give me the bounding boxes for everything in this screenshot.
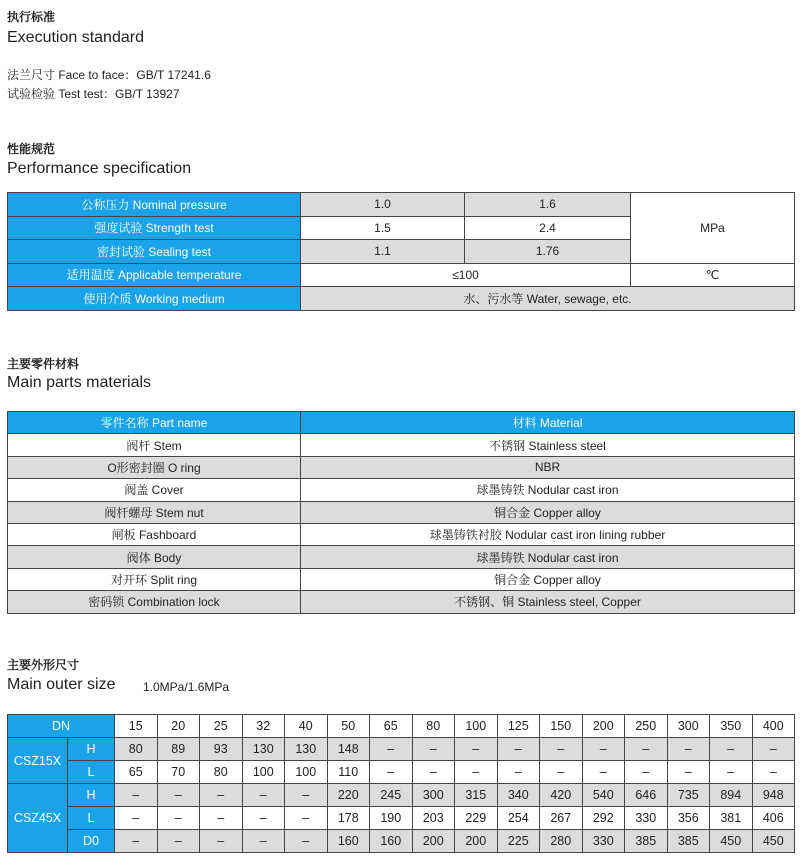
size-cell: – — [710, 761, 753, 784]
part-material: 球墨铸铁衬胶 Nodular cast iron lining rubber — [301, 523, 795, 545]
table-row — [8, 784, 795, 807]
size-row-key: L — [68, 807, 115, 830]
part-material: 不锈钢 Stainless steel — [301, 434, 795, 456]
parts-title-en: Main parts materials — [7, 374, 152, 391]
size-cell: – — [667, 738, 710, 761]
part-name: 密码锁 Combination lock — [8, 591, 301, 613]
part-material: NBR — [301, 456, 795, 478]
perf-temp-unit: ℃ — [631, 263, 795, 287]
size-cell: 203 — [412, 807, 455, 830]
part-name: 对开环 Split ring — [8, 568, 301, 590]
parts-header-part: 零件名称 Part name — [8, 412, 301, 434]
size-cell: – — [625, 761, 668, 784]
size-dn-value: 32 — [242, 715, 285, 738]
size-cell: – — [370, 761, 413, 784]
size-dn-value: 250 — [625, 715, 668, 738]
size-cell: 315 — [455, 784, 498, 807]
size-cell: – — [200, 807, 243, 830]
size-cell: 385 — [667, 830, 710, 853]
size-cell: 200 — [455, 830, 498, 853]
size-title-en: Main outer size — [7, 676, 116, 693]
table-row — [8, 456, 795, 478]
size-title-cn: 主要外形尺寸 — [7, 658, 80, 672]
size-cell: 735 — [667, 784, 710, 807]
size-cell: 292 — [582, 807, 625, 830]
size-cell: 646 — [625, 784, 668, 807]
size-cell: – — [497, 738, 540, 761]
part-material: 铜合金 Copper alloy — [301, 568, 795, 590]
size-cell: – — [242, 830, 285, 853]
perf-unit-mpa: MPa — [631, 193, 795, 264]
size-cell: – — [370, 738, 413, 761]
performance-title-cn: 性能规范 — [7, 142, 56, 156]
size-cell: 80 — [115, 738, 158, 761]
table-row — [8, 287, 795, 311]
size-dn-label: DN — [8, 715, 115, 738]
size-cell: – — [540, 738, 583, 761]
size-cell: – — [285, 830, 328, 853]
parts-table — [7, 411, 795, 614]
part-material: 不锈钢、铜 Stainless steel, Copper — [301, 591, 795, 613]
size-model-name: CSZ15X — [8, 738, 68, 784]
perf-medium-label: 使用介质 Working medium — [8, 287, 301, 311]
perf-temp-label: 适用温度 Applicable temperature — [8, 263, 301, 287]
performance-table — [7, 192, 795, 311]
size-cell: 450 — [710, 830, 753, 853]
perf-value: 1.76 — [465, 240, 631, 264]
size-dn-value: 65 — [370, 715, 413, 738]
size-model-name: CSZ45X — [8, 784, 68, 853]
size-cell: 160 — [327, 830, 370, 853]
part-name: 阀杆螺母 Stem nut — [8, 501, 301, 523]
perf-value: 1.1 — [301, 240, 465, 264]
part-material: 球墨铸铁 Nodular cast iron — [301, 479, 795, 501]
standard-line-test: 试验检验 Test test：GB/T 13927 — [7, 87, 180, 101]
table-row — [8, 830, 795, 853]
size-cell: – — [242, 807, 285, 830]
size-cell: 340 — [497, 784, 540, 807]
size-dn-value: 400 — [752, 715, 795, 738]
size-cell: 948 — [752, 784, 795, 807]
size-cell: – — [412, 761, 455, 784]
performance-title-en: Performance specification — [7, 160, 192, 177]
size-cell: 65 — [115, 761, 158, 784]
size-cell: 254 — [497, 807, 540, 830]
standard-line-face: 法兰尺寸 Face to face：GB/T 17241.6 — [7, 68, 211, 82]
perf-value: 1.5 — [301, 216, 465, 240]
size-cell: 110 — [327, 761, 370, 784]
table-row — [8, 761, 795, 784]
size-cell: – — [497, 761, 540, 784]
table-row — [8, 546, 795, 568]
size-cell: 385 — [625, 830, 668, 853]
perf-temp-value: ≤100 — [301, 263, 631, 287]
size-dn-value: 50 — [327, 715, 370, 738]
size-table — [7, 714, 795, 853]
size-dn-value: 25 — [200, 715, 243, 738]
size-cell: 93 — [200, 738, 243, 761]
size-cell: 245 — [370, 784, 413, 807]
parts-title-cn: 主要零件材料 — [7, 357, 80, 371]
size-cell: 406 — [752, 807, 795, 830]
size-cell: 450 — [752, 830, 795, 853]
size-cell: 330 — [625, 807, 668, 830]
table-row — [8, 807, 795, 830]
size-cell: 190 — [370, 807, 413, 830]
size-cell: – — [200, 830, 243, 853]
size-cell: – — [752, 738, 795, 761]
table-row — [8, 568, 795, 590]
size-cell: 89 — [157, 738, 200, 761]
perf-medium-value: 水、污水等 Water, sewage, etc. — [301, 287, 795, 311]
part-name: 闸板 Fashboard — [8, 523, 301, 545]
size-cell: 130 — [242, 738, 285, 761]
size-dn-value: 350 — [710, 715, 753, 738]
size-cell: 300 — [412, 784, 455, 807]
perf-value: 1.6 — [465, 193, 631, 217]
size-cell: 200 — [412, 830, 455, 853]
size-cell: – — [625, 738, 668, 761]
size-cell: 894 — [710, 784, 753, 807]
size-cell: 178 — [327, 807, 370, 830]
size-subtitle: 1.0MPa/1.6MPa — [143, 680, 230, 694]
size-cell: 160 — [370, 830, 413, 853]
size-dn-value: 15 — [115, 715, 158, 738]
table-row — [8, 434, 795, 456]
table-row — [8, 523, 795, 545]
table-row — [8, 738, 795, 761]
size-cell: – — [200, 784, 243, 807]
table-header-row — [8, 715, 795, 738]
part-material: 铜合金 Copper alloy — [301, 501, 795, 523]
size-cell: – — [710, 738, 753, 761]
size-cell: – — [752, 761, 795, 784]
size-cell: 225 — [497, 830, 540, 853]
table-row — [8, 193, 795, 217]
standard-title-cn: 执行标准 — [7, 10, 56, 24]
size-row-key: H — [68, 784, 115, 807]
size-cell: – — [157, 807, 200, 830]
size-row-key: H — [68, 738, 115, 761]
size-cell: 381 — [710, 807, 753, 830]
size-cell: – — [582, 761, 625, 784]
size-dn-value: 150 — [540, 715, 583, 738]
size-cell: – — [242, 784, 285, 807]
perf-label: 强度试验 Strength test — [8, 216, 301, 240]
size-cell: 148 — [327, 738, 370, 761]
size-cell: – — [285, 807, 328, 830]
size-row-key: D0 — [68, 830, 115, 853]
size-cell: 100 — [285, 761, 328, 784]
size-cell: – — [115, 784, 158, 807]
table-row — [8, 591, 795, 613]
size-cell: – — [455, 761, 498, 784]
table-row — [8, 479, 795, 501]
size-cell: – — [115, 830, 158, 853]
size-dn-value: 80 — [412, 715, 455, 738]
perf-label: 密封试验 Sealing test — [8, 240, 301, 264]
size-cell: 229 — [455, 807, 498, 830]
part-material: 球墨铸铁 Nodular cast iron — [301, 546, 795, 568]
size-cell: 70 — [157, 761, 200, 784]
size-cell: – — [285, 784, 328, 807]
size-cell: 267 — [540, 807, 583, 830]
perf-value: 1.0 — [301, 193, 465, 217]
table-row — [8, 501, 795, 523]
size-cell: 280 — [540, 830, 583, 853]
size-dn-value: 300 — [667, 715, 710, 738]
size-cell: 100 — [242, 761, 285, 784]
perf-value: 2.4 — [465, 216, 631, 240]
size-cell: – — [157, 784, 200, 807]
table-header-row — [8, 412, 795, 434]
size-row-key: L — [68, 761, 115, 784]
parts-header-material: 材料 Material — [301, 412, 795, 434]
perf-label: 公称压力 Nominal pressure — [8, 193, 301, 217]
size-cell: – — [540, 761, 583, 784]
size-cell: 130 — [285, 738, 328, 761]
table-row — [8, 263, 795, 287]
size-cell: 220 — [327, 784, 370, 807]
part-name: O形密封圈 O ring — [8, 456, 301, 478]
part-name: 阀杆 Stem — [8, 434, 301, 456]
size-cell: – — [115, 807, 158, 830]
size-dn-value: 200 — [582, 715, 625, 738]
size-cell: 356 — [667, 807, 710, 830]
size-cell: – — [667, 761, 710, 784]
standard-title-en: Execution standard — [7, 29, 144, 46]
size-cell: – — [157, 830, 200, 853]
size-cell: 80 — [200, 761, 243, 784]
size-dn-value: 20 — [157, 715, 200, 738]
part-name: 阀体 Body — [8, 546, 301, 568]
part-name: 阀盖 Cover — [8, 479, 301, 501]
size-cell: – — [412, 738, 455, 761]
size-dn-value: 125 — [497, 715, 540, 738]
size-dn-value: 100 — [455, 715, 498, 738]
size-cell: – — [455, 738, 498, 761]
size-cell: 540 — [582, 784, 625, 807]
size-cell: 330 — [582, 830, 625, 853]
size-cell: – — [582, 738, 625, 761]
size-cell: 420 — [540, 784, 583, 807]
size-dn-value: 40 — [285, 715, 328, 738]
